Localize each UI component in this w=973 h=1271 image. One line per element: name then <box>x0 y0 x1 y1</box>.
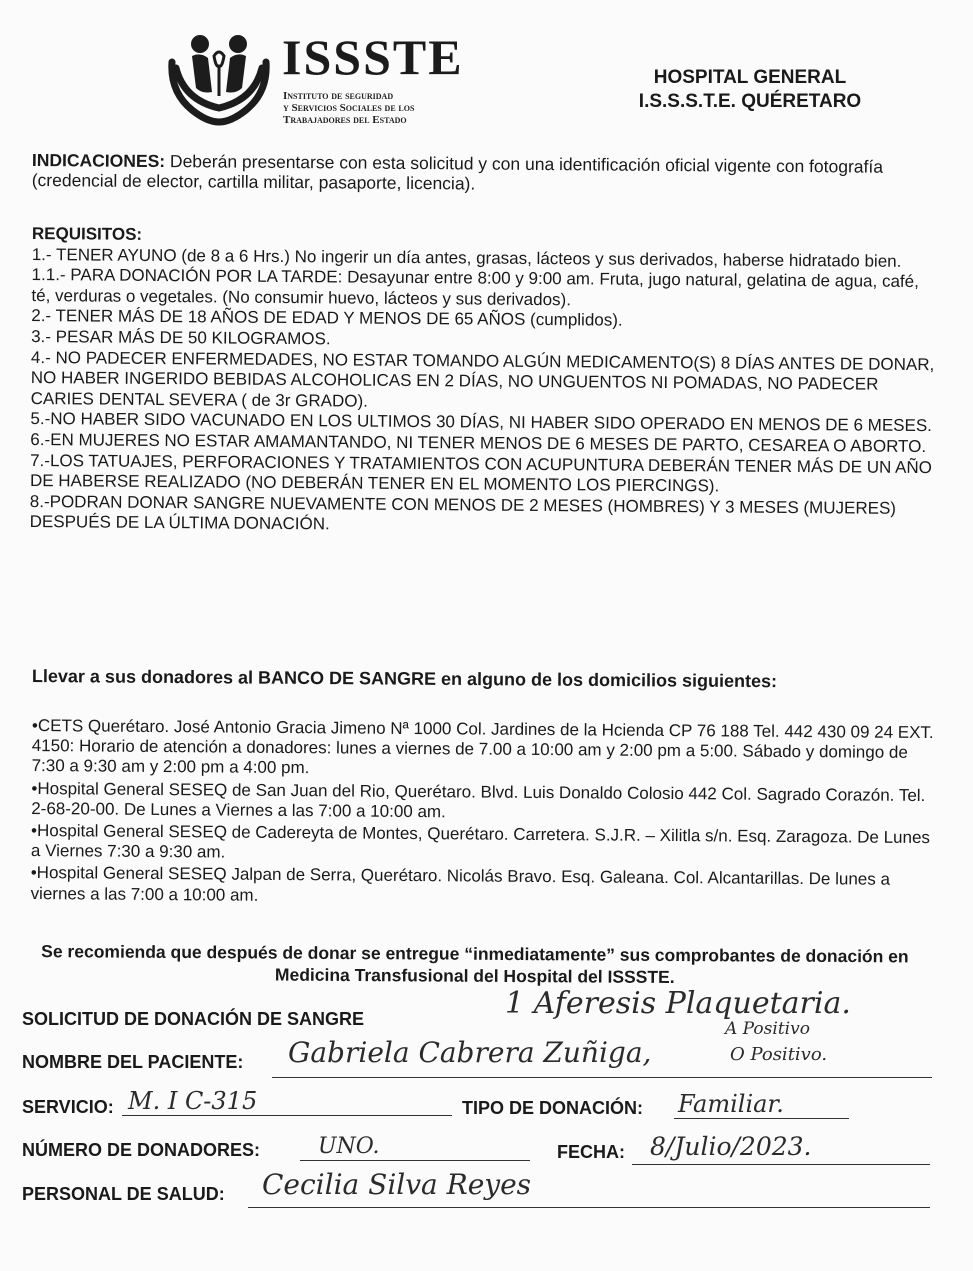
requisito-item: 1.1.- PARA DONACIÓN POR LA TARDE: Desayunar entre 8:00 y 9:00 am. Fruta, jugo natural, gelatina de agua, café, té, verduras o vegetales. (No consumir huevo, lácteos y sus derivados). <box>31 265 919 310</box>
recomendacion-text: Se recomienda que después de donar se entregue “inmediatamente” sus comprobantes de donación en Medicina Transfusional del Hospital del ISSSTE. <box>41 941 909 987</box>
requisito-item: 5.-NO HABER SIDO VACUNADO EN LOS ULTIMOS 30 DÍAS, NI HABER SIDO OPERADO EN MENOS DE 6 MESES. <box>30 409 933 436</box>
requisito-item: 4.- NO PADECER ENFERMEDADES, NO ESTAR TOMANDO ALGÚN MEDICAMENTO(S) 8 DÍAS ANTES DE DONAR, NO HABER INGERIDO BEBIDAS ALCOHOLICAS EN 2 DÍAS, NO UNGUENTOS NI POMADAS, NO PADECER CARIES DENTAL SEVERA ( de 3r GRADO). <box>30 347 935 411</box>
domicilio-item: •Hospital General SESEQ Jalpan de Serra, Querétaro. Nicolás Bravo. Esq. Galeana. Col. Alcantarillas. De lunes a viernes a las 7:00 a 10:00 am. <box>30 863 891 905</box>
hospital-title: HOSPITAL GENERAL I.S.S.S.T.E. QUÉRETARO <box>638 67 862 112</box>
servicio-label: SERVICIO: <box>22 1097 114 1117</box>
solicitud-blood-type-note: A Positivo <box>725 1019 810 1039</box>
tipo-donacion-line <box>674 1118 849 1119</box>
donadores-value[interactable]: UNO. <box>318 1134 380 1159</box>
requisito-item: 7.-LOS TATUAJES, PERFORACIONES Y TRATAMIENTOS CON ACUPUNTURA DEBERÁN TENER MÁS DE UN AÑO DE HABERSE REALIZADO (NO DEBERÁN TENER EN EL MOMENTO LOS PIERCINGS). <box>29 450 933 496</box>
fecha-label: FECHA: <box>557 1142 625 1162</box>
paciente-label: NOMBRE DEL PACIENTE: <box>22 1052 244 1072</box>
servicio-line <box>122 1115 452 1116</box>
solicitud-label: SOLICITUD DE DONACIÓN DE SANGRE <box>22 1009 365 1029</box>
requisito-item: 6.-EN MUJERES NO ESTAR AMAMANTANDO, NI TENER MENOS DE 6 MESES DE PARTO, CESAREA O ABORTO. <box>30 429 927 456</box>
domicilio-item: •Hospital General SESEQ de San Juan del Rio, Querétaro. Blvd. Luis Donaldo Colosio 442 Col. Sagrado Corazón. Tel. 2-68-20-00. De Lunes a Viernes a las 7:00 a 10:00 am. <box>31 778 926 822</box>
personal-salud-value[interactable]: Cecilia Silva Reyes <box>262 1168 532 1201</box>
personal-salud-label: PERSONAL DE SALUD: <box>22 1184 225 1204</box>
tipo-donacion-value[interactable]: Familiar. <box>678 1090 784 1118</box>
tipo-donacion-label: TIPO DE DONACIÓN: <box>462 1098 644 1118</box>
requisito-item: 2.- TENER MÁS DE 18 AÑOS DE EDAD Y MENOS DE 65 AÑOS (cumplidos). <box>31 306 623 331</box>
indicaciones-text: Deberán presentarse con esta solicitud y con una identificación oficial vigente con fotografía (credencial de elector, cartilla militar, pasaporte, licencia). <box>31 151 884 194</box>
requisito-item: 1.- TENER AYUNO (de 8 a 6 Hrs.) No ingerir un día antes, grasas, lácteos y sus derivados, haberse hidratado bien. <box>31 244 902 271</box>
paciente-line <box>272 1077 932 1078</box>
domicilios-title: Llevar a sus donadores al BANCO DE SANGRE en alguno de los domicilios siguientes: <box>31 666 778 692</box>
donadores-line <box>300 1160 530 1161</box>
indicaciones-label: INDICACIONES: <box>31 150 166 172</box>
domicilio-item: •Hospital General SESEQ de Cadereyta de Montes, Querétaro. Carretera. S.J.R. – Xilitla s/n. Esq. Zaragoza. De Lunes a Viernes 7:30 a 9:30 am. <box>30 821 931 862</box>
requisitos-title: REQUISITOS: <box>31 224 143 244</box>
paciente-value[interactable]: Gabriela Cabrera Zuñiga, <box>288 1036 652 1069</box>
requisito-item: 8.-PODRAN DONAR SANGRE NUEVAMENTE CON MENOS DE 2 MESES (HOMBRES) Y 3 MESES (MUJERES) DESPUÉS DE LA ÚLTIMA DONACIÓN. <box>29 491 897 534</box>
requisito-item: 3.- PESAR MÁS DE 50 KILOGRAMOS. <box>31 326 331 349</box>
domicilio-item: •CETS Querétaro. José Antonio Gracia Jimeno Nª 1000 Col. Jardines de la Hcienda CP 76 188 Tel. 442 430 09 24 EXT. 4150: Horario de atención a donadores: lunes a viernes de 7.00 a 10:00 am y 2:00 pm a 5:00. Sábado y domingo de 7:30 a 9:30 am y 2:00 pm a 4:00 pm. <box>31 716 934 778</box>
fecha-value[interactable]: 8/Julio/2023. <box>650 1132 812 1161</box>
logo-title: ISSSTE <box>282 29 464 85</box>
personal-salud-line <box>248 1207 930 1208</box>
solicitud-value[interactable]: 1 Aferesis Plaquetaria. <box>505 986 851 1021</box>
fecha-line <box>632 1164 930 1165</box>
paciente-blood-type-note: O Positivo. <box>730 1044 828 1065</box>
donadores-label: NÚMERO DE DONADORES: <box>22 1140 261 1160</box>
servicio-value[interactable]: M. I C-315 <box>128 1087 258 1115</box>
logo-subtitle: Instituto de seguridad y Servicios Sociales de los Trabajadores del Estado <box>283 90 415 126</box>
